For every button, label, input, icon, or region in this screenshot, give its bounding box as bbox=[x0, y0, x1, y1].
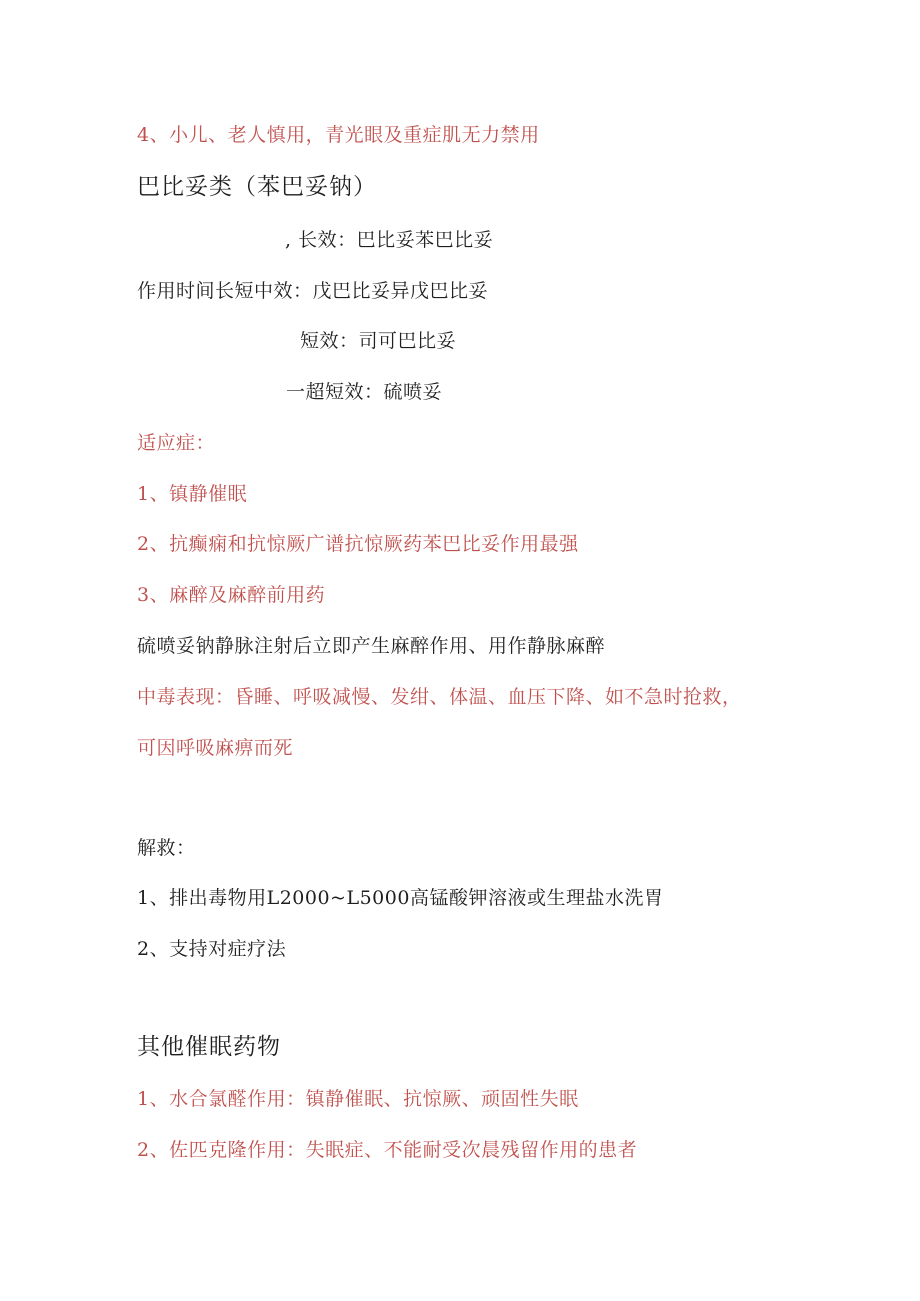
indications-title: 适应症： bbox=[137, 432, 216, 454]
classification-long-acting: , 长效：巴比妥苯巴比妥 bbox=[285, 229, 494, 251]
classification-medium-acting: 作用时间长短中效：戊巴比妥异戊巴比妥 bbox=[137, 280, 489, 302]
indication-item-2: 2、抗癫痫和抗惊厥广谱抗惊厥药苯巴比妥作用最强 bbox=[137, 533, 579, 555]
classification-short-acting: 短效：司可巴比妥 bbox=[300, 330, 457, 352]
indication-item-3: 3、麻醉及麻醉前用药 bbox=[137, 584, 326, 606]
contraindication-line: 4、小儿、老人慎用，青光眼及重症肌无力禁用 bbox=[137, 124, 540, 146]
thiopental-note: 硫喷妥钠静脉注射后立即产生麻醉作用、用作静脉麻醉 bbox=[137, 635, 606, 657]
toxicity-line-1: 中毒表现：昏睡、呼吸减慢、发绀、体温、血压下降、如不急时抢救， bbox=[137, 686, 742, 708]
classification-ultra-short-acting: 一超短效：硫喷妥 bbox=[286, 381, 443, 403]
section-heading-other-hypnotics: 其他催眠药物 bbox=[137, 1034, 281, 1060]
indication-item-1: 1、镇静催眠 bbox=[137, 483, 248, 505]
toxicity-line-2: 可因呼吸麻痹而死 bbox=[137, 737, 294, 759]
other-hypnotic-item-1: 1、水合氯醛作用：镇静催眠、抗惊厥、顽固性失眠 bbox=[137, 1088, 579, 1110]
rescue-title: 解救： bbox=[137, 837, 196, 859]
rescue-item-2: 2、支持对症疗法 bbox=[137, 938, 287, 960]
rescue-item-1: 1、排出毒物用L2000~L5000高锰酸钾溶液或生理盐水洗胃 bbox=[137, 887, 664, 909]
section-heading-barbiturates: 巴比妥类（苯巴妥钠） bbox=[137, 174, 377, 200]
other-hypnotic-item-2: 2、佐匹克隆作用：失眠症、不能耐受次晨残留作用的患者 bbox=[137, 1139, 638, 1161]
